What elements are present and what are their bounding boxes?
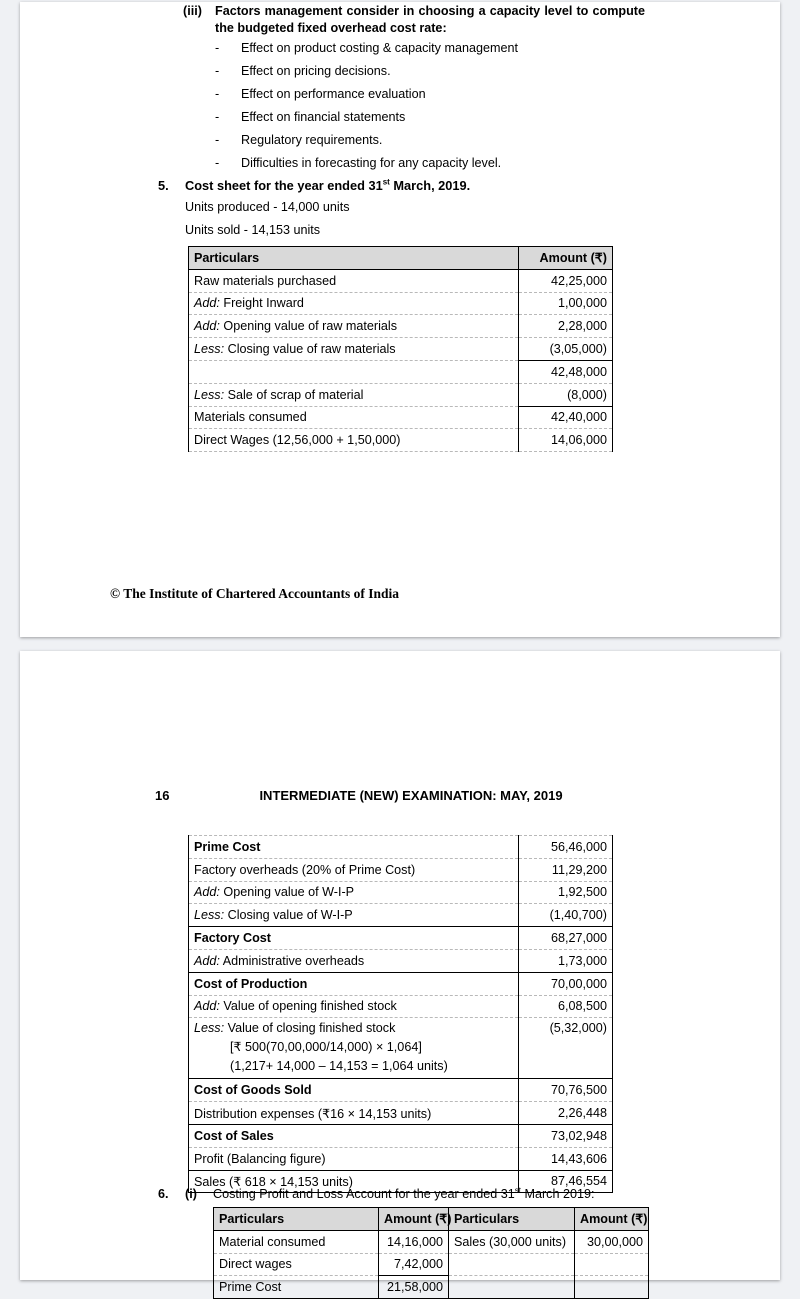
ordinal-superscript: st [382,177,390,187]
table-header-row [189,247,613,270]
cell-amount: 68,27,000 [519,927,613,950]
cell-particulars: Add: Value of opening finished stock [189,995,519,1018]
cell-particulars: Raw materials purchased [189,269,519,292]
cell-amount: 1,92,500 [519,881,613,904]
table-row-subtotal [189,836,613,859]
cell-amount: 1,73,000 [519,949,613,972]
cell-amount: (1,40,700) [519,904,613,927]
col-header-amount: Amount (₹) [519,247,613,270]
table-row [189,338,613,361]
cell-amount: (8,000) [519,383,613,406]
cell-amount: 70,00,000 [519,972,613,995]
bullet-marker: - [215,86,220,101]
col-header-particulars: Particulars [189,247,519,270]
cell-amount: 56,46,000 [519,836,613,859]
answer-item-iii [183,3,645,36]
table-row [189,315,613,338]
table-row [189,269,613,292]
bullet-marker: - [215,63,220,78]
cell-particulars: Less: Sale of scrap of material [189,383,519,406]
cell-amount: 1,00,000 [519,292,613,315]
cell-amount: 87,46,554 [519,1170,613,1193]
factors-bullet-list [215,36,518,174]
document-page-2 [20,651,780,1295]
cell-particulars: Direct wages [214,1253,379,1276]
item-iii-label: (iii) [183,4,202,18]
table-header-row [214,1208,649,1231]
running-title: INTERMEDIATE (NEW) EXAMINATION: MAY, 2019 [259,788,563,803]
cell-particulars: Material consumed [214,1230,379,1253]
cost-sheet-table [188,246,613,452]
cost-sheet-table-continued [188,835,613,1193]
table-row [189,383,613,406]
list-item-text: Difficulties in forecasting for any capacity level. [241,155,502,170]
cell-amount: 14,43,606 [519,1147,613,1170]
cell-amount: 73,02,948 [519,1124,613,1147]
col-header-amount: Amount (₹) [379,1208,449,1231]
question-number: 6. [158,1187,169,1201]
cell-particulars: Add: Opening value of raw materials [189,315,519,338]
col-header-amount: Amount (₹) [575,1208,649,1231]
cell-particulars: Profit (Balancing figure) [189,1147,519,1170]
table-row [214,1230,649,1253]
item-iii-heading: Factors management consider in choosing a capacity level to compute the budgeted fixed overhead cost rate: [215,4,645,35]
cell-particulars [189,360,519,383]
table-row [189,881,613,904]
profit-and-loss-table [213,1207,649,1299]
cell-amount: 42,48,000 [519,360,613,383]
list-item [215,128,518,151]
table-row [189,1018,613,1079]
question-subnumber: (i) [185,1187,197,1201]
table-row-subtotal [189,972,613,995]
cell-particulars: Add: Opening value of W-I-P [189,881,519,904]
cell-particulars: Factory overheads (20% of Prime Cost) [189,858,519,881]
bullet-marker: - [215,132,220,147]
list-item-text: Regulatory requirements. [241,132,383,147]
bullet-marker: - [215,109,220,124]
col-header-particulars: Particulars [214,1208,379,1231]
table-row [189,292,613,315]
cell-particulars: Distribution expenses (₹16 × 14,153 units) [189,1102,519,1125]
cell-amount: 42,40,000 [519,406,613,429]
question-number: 5. [158,178,169,193]
cell-amount: 14,16,000 [379,1230,449,1253]
document-page-1 [20,2,780,637]
table-row [189,1102,613,1125]
cell-amount: 7,42,000 [379,1253,449,1276]
cell-particulars: Prime Cost [214,1276,379,1299]
running-header [155,788,667,803]
cell-amount: 30,00,000 [575,1230,649,1253]
cell-particulars: Add: Administrative overheads [189,949,519,972]
list-item [215,59,518,82]
table-row-subtotal [189,360,613,383]
question-6-heading [158,1187,595,1201]
copyright-footer: © The Institute of Chartered Accountants of India [110,586,399,601]
cell-amount: 70,76,500 [519,1079,613,1102]
bullet-marker: - [215,155,220,170]
page-number: 16 [155,788,170,803]
cell-particulars: Less: Value of closing finished stock [₹ 500(70,00,000/14,000) × 1,064] (1,217+ 14,000 – 14,153 = 1,064 units) [189,1018,519,1079]
cell-particulars [449,1253,575,1276]
table-row [189,995,613,1018]
table-row-subtotal [214,1276,649,1299]
units-produced-line: Units produced - 14,000 units [185,200,350,214]
cell-particulars: Prime Cost [189,836,519,859]
table-row-subtotal [189,1079,613,1102]
list-item-text: Effect on performance evaluation [241,86,426,101]
cell-amount: 21,58,000 [379,1276,449,1299]
list-item [215,151,518,174]
cell-amount: (5,32,000) [519,1018,613,1079]
list-item-text: Effect on pricing decisions. [241,63,391,78]
list-item-text: Effect on financial statements [241,109,406,124]
table-row [189,949,613,972]
table-row [189,858,613,881]
cell-particulars: Less: Closing value of raw materials [189,338,519,361]
table-row-subtotal [189,406,613,429]
cell-amount: 42,25,000 [519,269,613,292]
cell-amount: 2,26,448 [519,1102,613,1125]
cell-particulars: Sales (₹ 618 × 14,153 units) [189,1170,519,1193]
cell-particulars: Materials consumed [189,406,519,429]
table-row-subtotal [189,1124,613,1147]
list-item-text: Effect on product costing & capacity management [241,40,518,55]
cell-amount: 2,28,000 [519,315,613,338]
cell-particulars: Cost of Goods Sold [189,1079,519,1102]
question-5-heading [158,178,470,193]
bullet-marker: - [215,40,220,55]
cell-particulars: Cost of Production [189,972,519,995]
list-item [215,82,518,105]
cell-particulars: Factory Cost [189,927,519,950]
table-row [189,1147,613,1170]
col-header-particulars: Particulars [449,1208,575,1231]
cell-amount [575,1276,649,1299]
units-sold-line: Units sold - 14,153 units [185,223,321,237]
cell-amount: 14,06,000 [519,429,613,452]
cell-amount: 6,08,500 [519,995,613,1018]
question-title: Cost sheet for the year ended 31st March, 2019. [185,177,471,193]
cell-particulars: Add: Freight Inward [189,292,519,315]
ordinal-superscript: st [514,1185,521,1195]
table-row-subtotal [189,927,613,950]
cell-particulars [449,1276,575,1299]
calculation-note: (1,217+ 14,000 – 14,153 = 1,064 units) [230,1059,448,1074]
table-row [189,904,613,927]
table-row [189,429,613,452]
list-item [215,105,518,128]
cell-particulars: Direct Wages (12,56,000 + 1,50,000) [189,429,519,452]
cell-amount: (3,05,000) [519,338,613,361]
cell-particulars: Cost of Sales [189,1124,519,1147]
table-row [214,1253,649,1276]
list-item [215,36,518,59]
calculation-note: [₹ 500(70,00,000/14,000) × 1,064] [230,1040,422,1055]
cell-amount [575,1253,649,1276]
cell-particulars: Less: Closing value of W-I-P [189,904,519,927]
cell-amount: 11,29,200 [519,858,613,881]
question-title: Costing Profit and Loss Account for the year ended 31st March 2019: [213,1185,595,1201]
cell-particulars: Sales (30,000 units) [449,1230,575,1253]
